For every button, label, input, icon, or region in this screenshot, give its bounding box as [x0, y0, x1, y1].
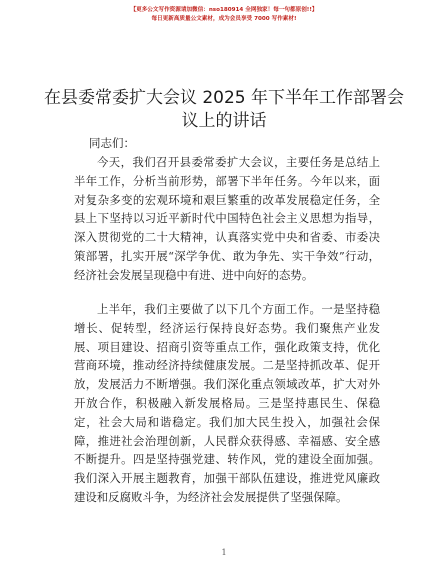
salutation: 同志们：: [89, 136, 135, 150]
document-title: 在县委常委扩大会议 2025 年下半年工作部署会议上的讲话: [43, 88, 405, 131]
page-number: 1: [221, 548, 227, 557]
paragraph-intro: 今天，我们召开县委常委扩大会议，主要任务是总结上半年工作，分析当前形势，部署下半年任务。今年以来，面对复杂多变的宏观环境和艰巨繁重的改革发展稳定任务，全县上下坚持以习近平新时代中国特色社会主义思想为指导，深入贯彻党的二十大精神，认真落实党中央和省委、市委决策部署，扎实开展“深学争优、敢为争先、实干争效”行动，经济社会发展呈现稳中有进、进中向好的态势。: [74, 155, 380, 282]
paragraph-achievements: 上半年，我们主要做了以下几个方面工作。一是坚持稳增长、促转型，经济运行保持良好态势。我们聚焦产业发展、项目建设、招商引资等重点工作，强化政策支持，优化营商环境，推动经济持续健康发展。二是坚持抓改革、促开放，发展活力不断增强。我们深化重点领域改革，扩大对外开放合作，积极融入新发展格局。三是坚持惠民生、保稳定，社会大局和谐稳定。我们加大民生投入，加强社会保障，推进社会治理创新，人民群众获得感、幸福感、安全感不断提升。四是坚持强党建、转作风，党的建设全面加强。我们深入开展主题教育，加强干部队伍建设，推进党风廉政建设和反腐败斗争，为经济社会发展提供了坚强保障。: [74, 302, 380, 504]
promo-banner-line-2: 每日更新高质量公文素材，成为会员享受 7000 写作素材!: [151, 16, 297, 22]
promo-banner: [0, 6, 448, 24]
promo-banner-line-1: 【更多公文写作资源请加微信：nso180914 全网独家！每一句都原创!!】: [130, 7, 318, 13]
